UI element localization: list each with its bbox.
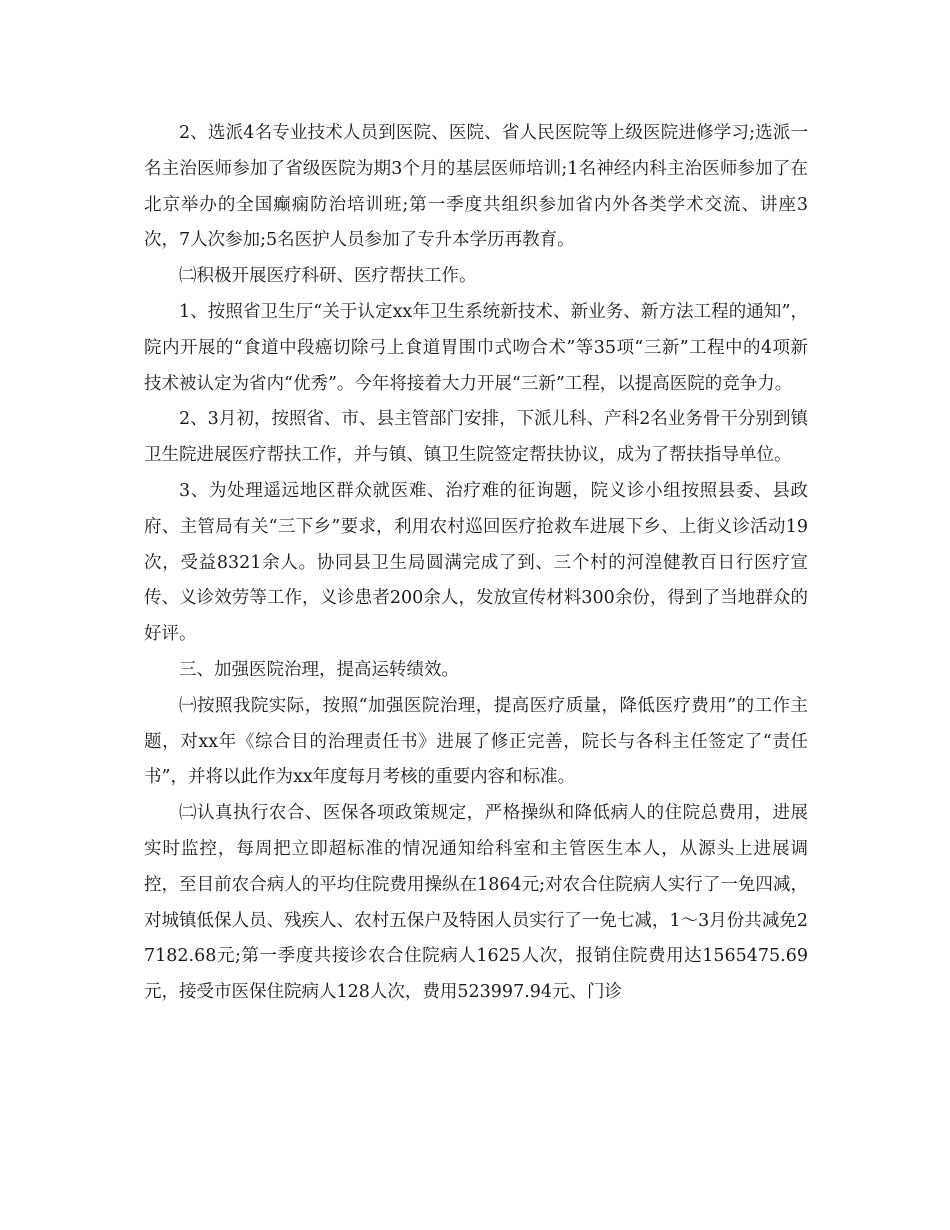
- document-body: [144, 116, 808, 1011]
- paragraph-staff-training: 2、选派4名专业技术人员到医院、医院、省人民医院等上级医院进修学习;选派一名主治医师参加了省级医院为期3个月的基层医师培训;1名神经内科主治医师参加了在北京举办的全国癫痫防治培训班;第一季度共组织参加省内外各类学术交流、讲座3次，7人次参加;5名医护人员参加了专升本学历再教育。: [144, 123, 808, 251]
- paragraph-free-clinic: 3、为处理遥远地区群众就医难、治疗难的征询题，院义诊小组按照县委、县政府、主管局有关“三下乡”要求，利用农村巡回医疗抢救车进展下乡、上街义诊活动19次，受益8321余人。协同县卫生局圆满完成了到、三个村的河湟健教百日行医疗宣传、义诊效劳等工作，义诊患者200余人，发放宣传材料300余份，得到了当地群众的好评。: [144, 480, 808, 645]
- paragraph-responsibility-agreement: ㈠按照我院实际，按照“加强医院治理，提高医疗质量，降低医疗费用”的工作主题，对xx年《综合目的治理责任书》进展了修正完善，院长与各科主任签定了“责任书”，并将以此作为xx年度每月考核的重要内容和标准。: [144, 695, 808, 788]
- paragraph-township-assistance: 2、3月初，按照省、市、县主管部门安排，下派儿科、产科2名业务骨干分别到镇卫生院进展医疗帮扶工作，并与镇、镇卫生院签定帮扶协议，成为了帮扶指导单位。: [144, 409, 808, 466]
- paragraph-new-technology: 1、按照省卫生厅“关于认定xx年卫生系统新技术、新业务、新方法工程的通知”，院内开展的“食道中段癌切除弓上食道胃围巾式吻合术”等35项“三新”工程中的4项新技术被认定为省内“优秀”。今年将接着大力开展“三新”工程，以提高医院的竞争力。: [144, 301, 808, 394]
- section-heading-hospital-management: 三、加强医院治理，提高运转绩效。: [179, 659, 459, 680]
- section-heading-research-assistance: ㈡积极开展医疗科研、医疗帮扶工作。: [179, 266, 477, 287]
- paragraph-insurance-costs: ㈡认真执行农合、医保各项政策规定，严格操纵和降低病人的住院总费用，进展实时监控，每周把立即超标准的情况通知给科室和主管医生本人，从源头上进展调控，至目前农合病人的平均住院费用操纵在1864元;对农合住院病人实行了一免四减，对城镇低保人员、残疾人、农村五保户及特困人员实行了一免七减，1～3月份共减免27182.68元;第一季度共接诊农合住院病人1625人次，报销住院费用达1565475.69元，接受市医保住院病人128人次，费用523997.94元、门诊: [144, 803, 808, 1003]
